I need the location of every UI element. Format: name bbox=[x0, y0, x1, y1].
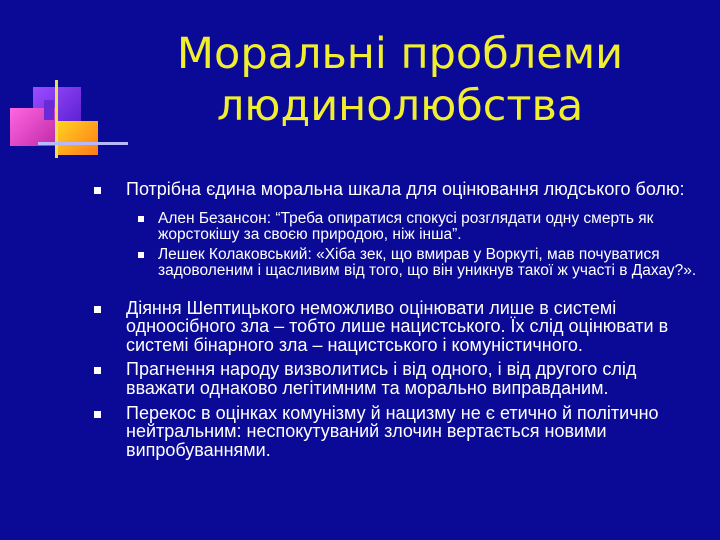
vertical-line bbox=[55, 80, 58, 158]
purple-block bbox=[44, 100, 54, 120]
sub-list bbox=[92, 211, 702, 279]
list-item bbox=[92, 180, 702, 199]
list-item-text: Перекос в оцінках комунізму й нацизму не є етично й політично нейтральним: неспокутуваний злочин вертається новими випробуваннями. bbox=[126, 402, 659, 460]
sub-list-item bbox=[92, 247, 702, 279]
list-item-text: Діяння Шептицького неможливо оцінювати лише в системі одноосібного зла – тобто лише нацистського. Їх слід оцінювати в системі бінарного зла – нацистського і комуністичного. bbox=[126, 297, 669, 355]
decorative-squares bbox=[0, 0, 140, 170]
bullet-list bbox=[92, 180, 702, 465]
horizontal-line bbox=[38, 142, 128, 145]
page-title bbox=[150, 28, 650, 132]
list-item-text: Прагнення народу визволитись і від одного, і від другого слід вважати однаково легітимним та морально виправданим. bbox=[126, 359, 637, 398]
square-bullet-icon bbox=[94, 187, 101, 194]
list-item bbox=[92, 404, 702, 460]
sub-item-text: Лешек Колаковський: «Хіба зек, що вмирав у Воркуті, мав почуватися задоволеним і щасливим від того, що він уникнув такої ж участі в Дахау?». bbox=[158, 245, 697, 279]
list-item bbox=[92, 360, 702, 397]
square-bullet-icon bbox=[94, 411, 101, 418]
square-bullet-icon bbox=[138, 252, 144, 258]
orange-square bbox=[58, 121, 98, 155]
square-bullet-icon bbox=[94, 367, 101, 374]
list-item bbox=[92, 299, 702, 355]
title-line-1: Моральні проблеми bbox=[176, 29, 624, 79]
square-bullet-icon bbox=[138, 216, 144, 222]
sub-list-item bbox=[92, 211, 702, 243]
title-line-2: людинолюбства bbox=[216, 81, 584, 131]
list-item-text: Потрібна єдина моральна шкала для оцінювання людського болю: bbox=[126, 179, 685, 199]
square-bullet-icon bbox=[94, 306, 101, 313]
sub-item-text: Ален Безансон: “Треба опиратися спокусі розглядати одну смерть як жорстокішу за своєю природою, ніж інша”. bbox=[158, 209, 654, 243]
